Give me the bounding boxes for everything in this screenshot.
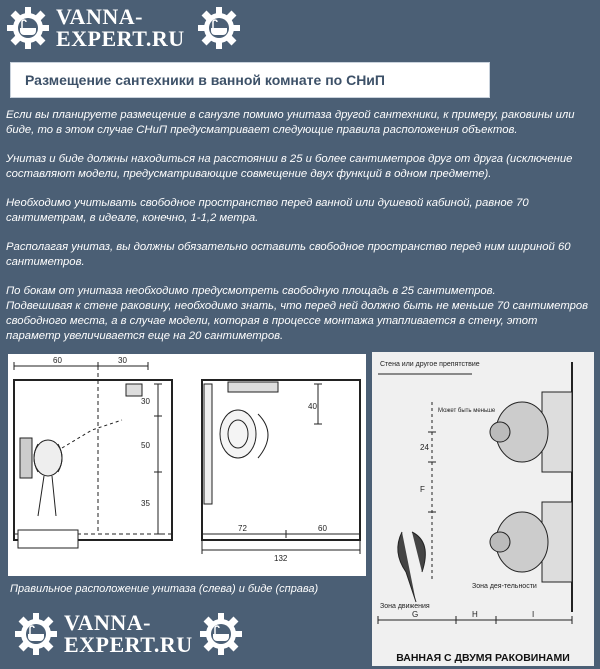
site-logo-footer[interactable] [14, 612, 243, 656]
label-may-be-less: Может быть меньше [438, 408, 496, 414]
paragraph: Если вы планируете размещение в санузле помимо унитаза другой сантехники, к примеру, раковины или биде, то в этом случае СНиП предусматривает следующие правила расположения объектов. [6, 109, 575, 136]
article-body [6, 108, 592, 358]
paragraph: Унитаз и биде должны находиться на расстоянии в 25 и более сантиметров друг от друга (исключение составляют модели, предусматривающие совмещение двух функций в одном предмете). [6, 153, 573, 180]
dim-side-50: 50 [141, 441, 150, 450]
label-i: I [532, 610, 535, 619]
figure-caption: Правильное расположение унитаза (слева) и биде (справа) [10, 583, 319, 595]
dim-right-40: 40 [308, 402, 317, 411]
dim-bottom-132: 132 [274, 554, 288, 563]
logo-line2: EXPERT.RU [64, 632, 193, 657]
label-f: F [420, 485, 425, 494]
dim-top-30: 30 [118, 356, 127, 365]
paragraph: Располагая унитаз, вы должны обязательно оставить свободное пространство перед ним шириной 60 сантиметров. [6, 241, 571, 268]
gear-bathtub-icon [6, 6, 50, 50]
dim-side-30: 30 [141, 397, 150, 406]
gear-bathtub-icon [14, 612, 58, 656]
site-logo[interactable] [6, 6, 241, 50]
dim-bottom-72: 72 [238, 524, 247, 533]
logo-line1: VANNA- [56, 4, 143, 29]
label-h: H [472, 610, 478, 619]
paragraph: По бокам от унитаза необходимо предусмотреть свободную площадь в 25 сантиметров. [6, 285, 496, 297]
article-title-bar [10, 62, 490, 98]
logo-line2: EXPERT.RU [56, 26, 185, 51]
label-zone-activity: Зона дея-тельности [472, 583, 537, 590]
dim-bottom-60: 60 [318, 524, 327, 533]
label-wall: Стена или другое препятствие [380, 361, 480, 368]
label-g: G [412, 610, 419, 619]
toilet-bidet-diagram [8, 354, 366, 576]
dim-top-60: 60 [53, 356, 62, 365]
label-24: 24 [420, 443, 429, 452]
logo-line1: VANNA- [64, 610, 151, 635]
gear-bathtub-icon [197, 6, 241, 50]
label-zone-move: Зона движения [380, 603, 430, 610]
logo-text [64, 612, 193, 656]
toilet-bidet-drawing [8, 354, 366, 576]
paragraph: Подвешивая к стене раковину, необходимо знать, что перед ней должно быть не меньше 70 сантиметров свободного места, а в случае модели, которая в процессе монтажа утапливается в стену, этот параметр увеличивается еще на 20 сантиметров. [6, 300, 589, 342]
gear-bathtub-icon [199, 612, 243, 656]
logo-text [56, 6, 185, 50]
two-sinks-diagram [372, 352, 594, 666]
two-sinks-drawing [372, 352, 594, 648]
two-sinks-caption: ВАННАЯ С ДВУМЯ РАКОВИНАМИ [396, 652, 570, 664]
article-title: Размещение сантехники в ванной комнате по СНиП [25, 72, 385, 88]
paragraph: Необходимо учитывать свободное пространство перед ванной или душевой кабиной, равное 70 сантиметрам, в идеале, конечно, 1-1,2 метра. [6, 197, 529, 224]
dim-side-35: 35 [141, 499, 150, 508]
